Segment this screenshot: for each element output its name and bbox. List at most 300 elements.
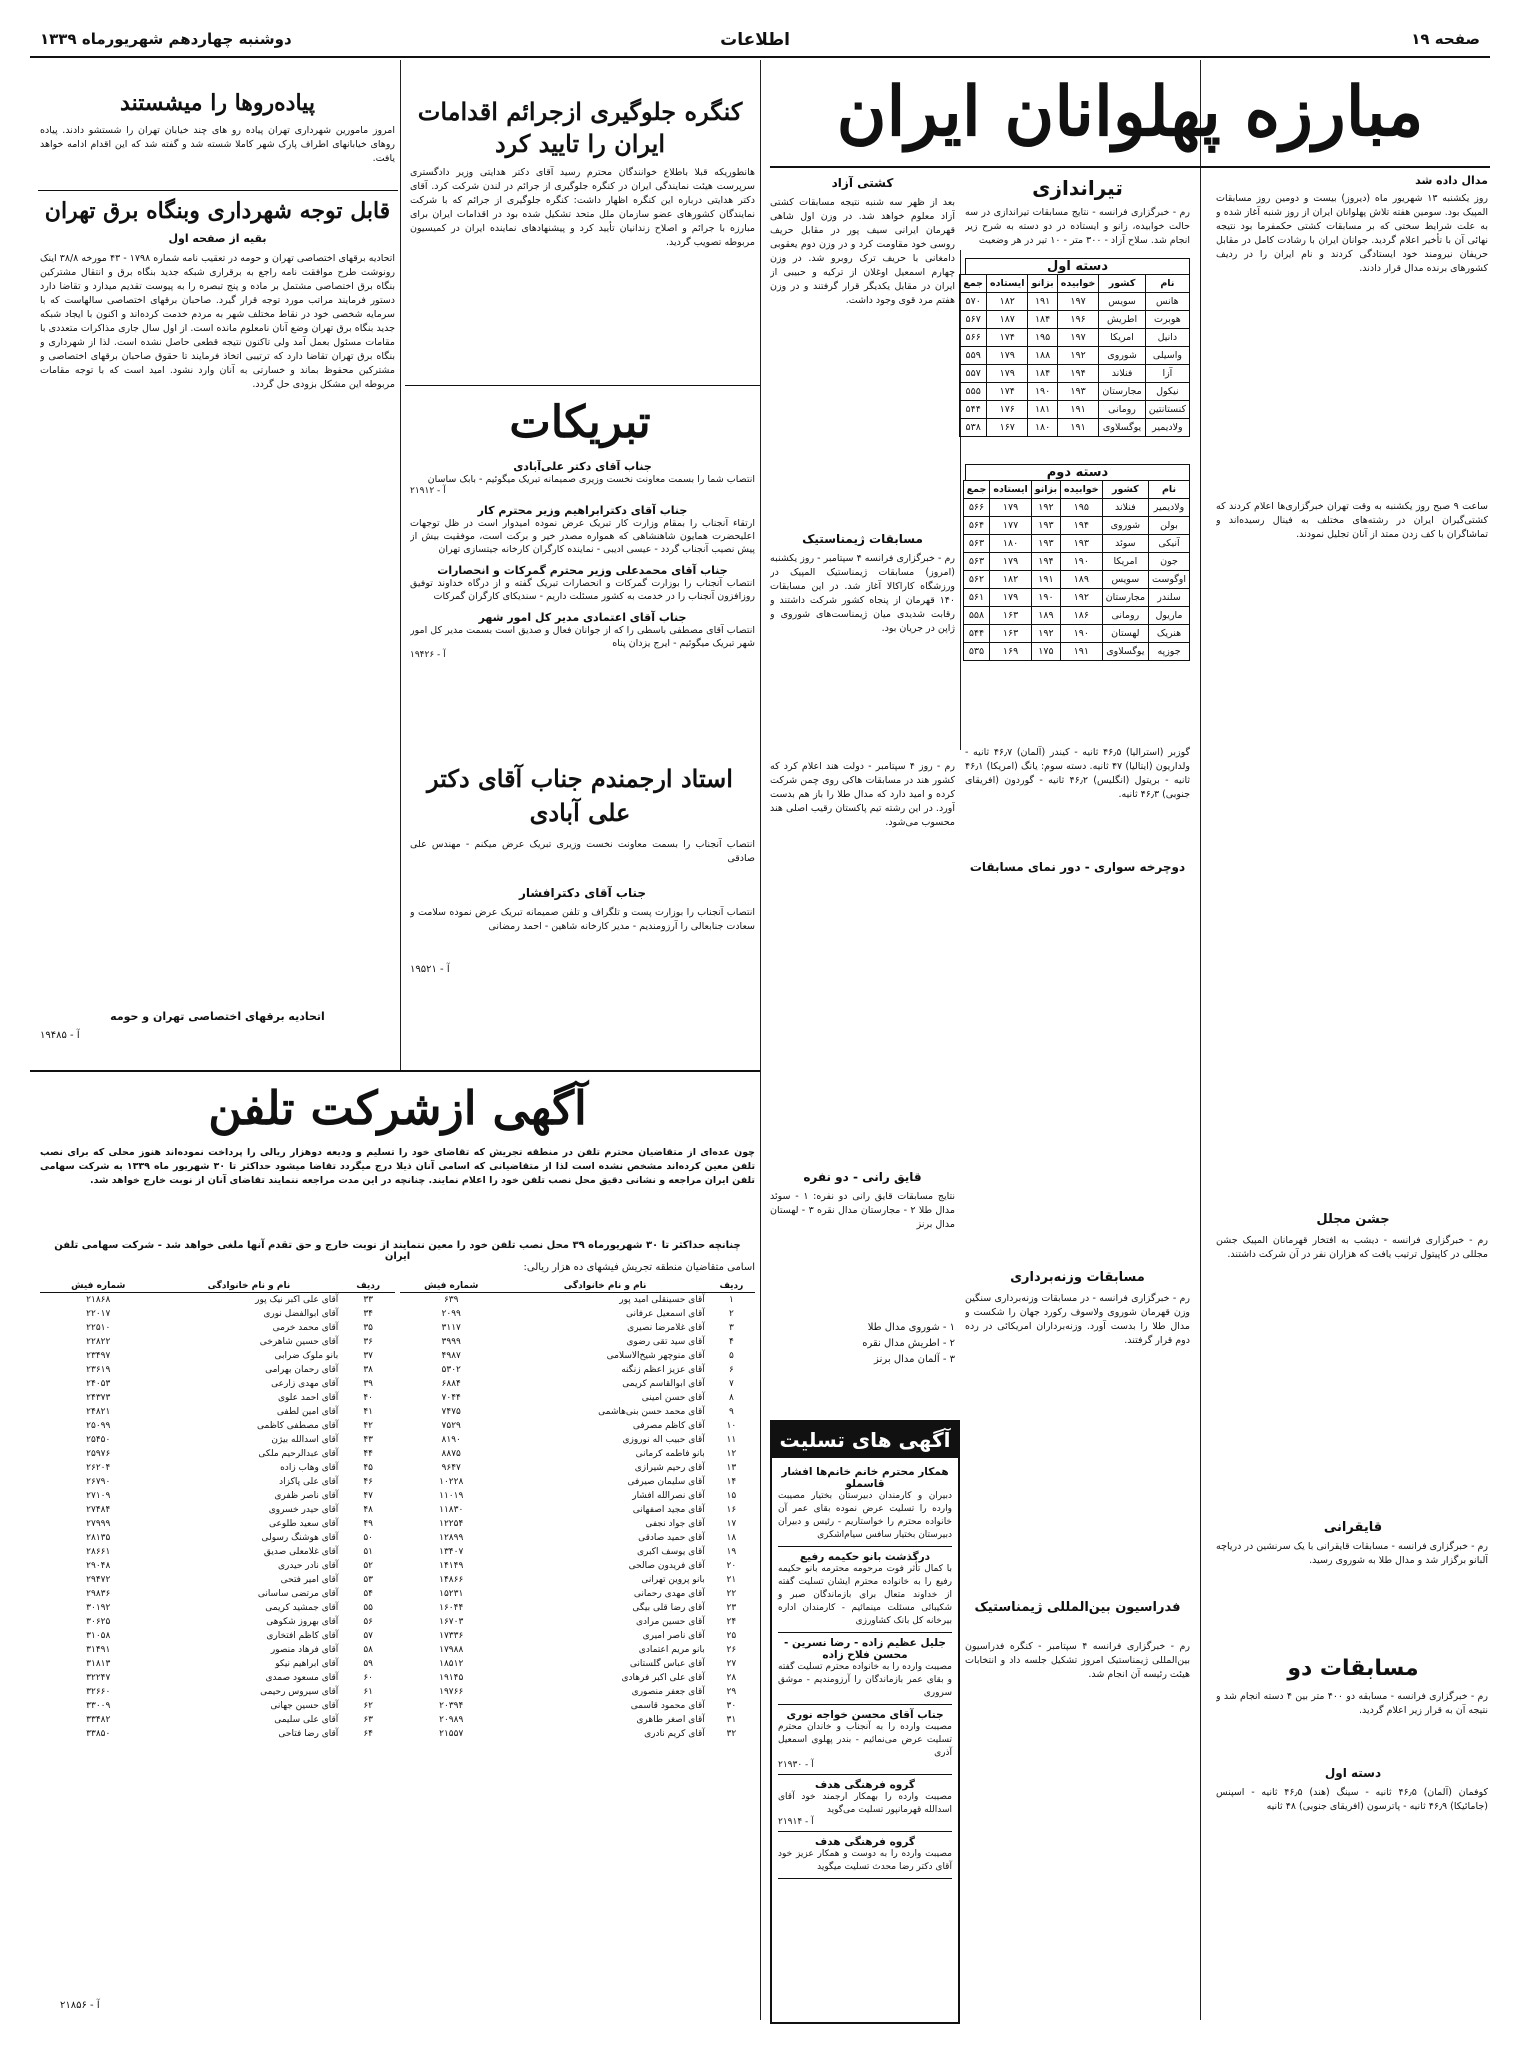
table-cell: ۱۹۳ bbox=[1057, 383, 1099, 401]
table-cell: ۴۵ bbox=[363, 1463, 373, 1473]
table-cell: ۵۷ bbox=[363, 1631, 373, 1641]
table-cell: آقای مصطفی کاظمی bbox=[257, 1421, 339, 1431]
gym-heading: مسابقات ژیمناستیک bbox=[802, 532, 923, 546]
condolence-item-head: جلیل عظیم زاده - رضا نسرین - محسن فلاح زاده bbox=[784, 1637, 946, 1661]
table-cell: ۲۹۴۷۲ bbox=[86, 1575, 111, 1585]
telephone-list-right bbox=[400, 1280, 755, 1741]
column-header: ردیف bbox=[708, 1280, 755, 1293]
table-cell: یوگسلاوی bbox=[1099, 419, 1145, 437]
table-cell: ۲۳ bbox=[726, 1603, 737, 1613]
table-cell: ۱۴۱۴۹ bbox=[439, 1561, 464, 1571]
table-cell: ۲۲۵۱۰ bbox=[86, 1323, 111, 1333]
table-cell: ۳۳۸۵۰ bbox=[86, 1729, 111, 1739]
table-cell: ۱۵۲۳۱ bbox=[439, 1589, 464, 1599]
column-header: خوابیده bbox=[1057, 275, 1099, 293]
table-cell: دانیل bbox=[1145, 329, 1189, 347]
table-cell: ۱۹۴ bbox=[1031, 553, 1060, 571]
table-cell: ۲۵۰۹۹ bbox=[86, 1421, 111, 1431]
congrats-item bbox=[410, 564, 755, 603]
table-cell: ۱۹۷ bbox=[1057, 293, 1099, 311]
table-cell: ۱۹۱۴۵ bbox=[439, 1673, 464, 1683]
table-row bbox=[963, 607, 1189, 625]
shooting-intro: رم - خبرگزاری فرانسه - نتایج مسابقات تیراندازی در سه حالت خوابیده، زانو و ایستاده در دو دسته به شرح زیر انجام شد. سلاح آزاد - ۳۰۰ متر - ۱۰ تیر در هر وضعیت bbox=[965, 207, 1190, 246]
condolence-item-head: همکار محترم خانم خانم‌ها افشار قاسملو bbox=[781, 1466, 949, 1490]
condolence-item bbox=[778, 1462, 952, 1547]
table-row bbox=[40, 1601, 395, 1615]
col-rule-4 bbox=[400, 60, 401, 1070]
shooting-heading: تیراندازی bbox=[1032, 176, 1123, 200]
table-cell: ۵۶۴ bbox=[963, 517, 990, 535]
table-row bbox=[40, 1629, 395, 1643]
gym-text: رم - خبرگزاری فرانسه ۴ سپتامبر - روز یکشنبه (امروز) مسابقات ژیمناستیک المپیک در ورزشگاه کاراکالا آغاز شد. در این مسابقات ۱۴۰ قهرمان از پنجاه کشور شرکت داشتند و رقابت شدیدی میان ژیمناست‌های شوروی و ژاپن در جریان بود. bbox=[770, 553, 955, 634]
congrats-last-code: آ - ۱۹۵۲۱ bbox=[410, 964, 450, 975]
table-cell: ۷ bbox=[728, 1379, 734, 1389]
table-cell: ۲۴ bbox=[726, 1617, 737, 1627]
shooting-table-1 bbox=[965, 258, 1190, 437]
result-line: ۱ - شوروی مدال طلا bbox=[867, 1322, 955, 1333]
congress-body: هانطوریکه قبلا باطلاع خوانندگان محترم رسید آقای دکتر هدایتی وزیر دادگستری سرپرست هیئت نمایندگی ایران در کنگره جلوگیری از جرائم در لندن شرکت کرد. آقای دکتر هدایتی درباره این کنگره اظهار داشت: کنگره جلوگیری از جرائم که با شرکت نمایندگان کشورهای عضو سازمان ملل متحد تشکیل شده بود در اقدامات ایران برای مبارزه با جرائم و اصلاح زندانیان تأیید کرد و پیشنهادهای نماینده ایران در کمیسیون مربوطه تصویب گردید. bbox=[410, 167, 755, 248]
table-cell: یوگسلاوی bbox=[1102, 643, 1148, 661]
table-cell: ۱۸۵۱۲ bbox=[439, 1659, 464, 1669]
power-body: اتحادیه برقهای اختصاصی تهران و حومه در تعقیب نامه شماره ۱۷۹۸ - ۴۳ مورخه ۳۸/۸ اینک رونوشت طرح موافقت نامه راجع به برقراری شبکه جدید بنگاه برق و انتقال مشترکین بنگاه برق اختصاصی مشتمل بر ماده و پنج تبصره را به پیوست تقدیم میدارد و تقاضا دارد دستور فرمایند مراتب مورد توجه قرار گیرد. صاحبان برقهای اختصاصی سالهاست که با سرمایه شخصی خود در نقاط مختلف شهر به مردم خدمت کرده‌اند و اکنون با ایجاد شبکه جدید بنگاه برق تهران وضع آنان نامعلوم مانده است. از اول سال جاری مذاکرات متعددی با مقامات مسئول بعمل آمد ولی تاکنون نتیجه قطعی حاصل نشده است. لذا از شهرداری و بنگاه برق تهران تقاضا دارد که ترتیبی اتخاذ فرمایند تا حقوق صاحبان برقهای اختصاصی و مشترکین محفوظ بماند و خسارتی به آنان وارد نشود. امید است که با توجه مقامات مربوطه این مشکل بزودی حل گردد. bbox=[40, 253, 395, 390]
table-cell: آقای عباس گلستانی bbox=[629, 1659, 705, 1669]
table-cell: مجارستان bbox=[1102, 589, 1148, 607]
table-cell: ۴۹۸۷ bbox=[441, 1351, 461, 1361]
athletics-group: دسته اول bbox=[1324, 1766, 1382, 1780]
table-row bbox=[400, 1307, 755, 1321]
table-row bbox=[963, 535, 1189, 553]
condolence-item bbox=[778, 1832, 952, 1879]
rowing-text: رم - خبرگزاری فرانسه - مسابقات قایقرانی با یک سرنشین در دریاچه آلبانو برگزار شد و مدال طلا به شوروی رسید. bbox=[1216, 1541, 1488, 1566]
table-row bbox=[960, 365, 1190, 383]
table-row bbox=[400, 1573, 755, 1587]
congress-rule bbox=[405, 385, 760, 386]
boating-text: نتایج مسابقات قایق رانی دو نفره: ۱ - سوئد مدال طلا ۲ - مجارستان مدال نقره ۳ - لهستان مدال برنز bbox=[770, 1191, 955, 1230]
table-cell: آقای اسدالله بیژن bbox=[271, 1435, 339, 1445]
table-cell: ۲۰ bbox=[726, 1561, 737, 1571]
issue-date: دوشنبه چهاردهم شهریورماه ۱۳۳۹ bbox=[40, 30, 292, 48]
table-row bbox=[40, 1615, 395, 1629]
table-cell: ۱۹۴ bbox=[1061, 517, 1103, 535]
sidewalks-body: امروز مامورین شهرداری تهران پیاده رو های چند خیابان تهران را شستشو دادند. پیاده روهای خیابانهای اطراف پارک شهر کاملا شسته شد و گفته شد که این اقدام ادامه خواهد یافت. bbox=[40, 125, 395, 164]
table-cell: ۷۰۴۴ bbox=[441, 1393, 461, 1403]
table-row bbox=[40, 1447, 395, 1461]
table-cell: آقای جمشید کریمی bbox=[265, 1603, 339, 1613]
cycling-heading: دوچرخه سواری - دور نمای مسابقات bbox=[969, 860, 1186, 874]
table-row bbox=[40, 1475, 395, 1489]
table-row bbox=[400, 1629, 755, 1643]
table-cell: ۱۸۸ bbox=[1028, 347, 1057, 365]
table-cell: آقای مهدی زارعی bbox=[271, 1379, 339, 1389]
table-cell: ۵۱ bbox=[363, 1547, 373, 1557]
table-cell: ۱۹۱ bbox=[1057, 419, 1099, 437]
table-cell: واسیلی bbox=[1145, 347, 1189, 365]
table-cell: ۵۴ bbox=[363, 1589, 373, 1599]
congrats-list bbox=[410, 460, 755, 750]
table-cell: ۵۲ bbox=[363, 1561, 373, 1571]
table-cell: سلندر bbox=[1149, 589, 1190, 607]
condolence-item bbox=[778, 1633, 952, 1705]
table-cell: آقای حسینقلی امید پور bbox=[619, 1295, 705, 1305]
table-cell: شوروی bbox=[1099, 347, 1145, 365]
table-row bbox=[400, 1601, 755, 1615]
condolence-item-head: درگذشت بانو حکیمه رفیع bbox=[799, 1551, 931, 1563]
table-cell: ۱۸۴ bbox=[1028, 365, 1057, 383]
table-cell: امریکا bbox=[1099, 329, 1145, 347]
table-row bbox=[400, 1615, 755, 1629]
athletics-results: کوفمان (آلمان) ۴۶٫۵ ثانیه - سینگ (هند) ۴۶٫۵ ثانیه - اسپنس (جامائیکا) ۴۶٫۹ ثانیه - پاترسون (افریقای جنوبی) ۴۸ ثانیه bbox=[1216, 1787, 1488, 1812]
table-cell: ولادیمیر bbox=[1145, 419, 1189, 437]
table-cell: ۱۹۷۶۶ bbox=[439, 1687, 464, 1697]
table-cell: بانو فاطمه کرمانی bbox=[635, 1449, 705, 1459]
table-cell: ۳۱۴۹۱ bbox=[86, 1645, 111, 1655]
table-cell: ۲۰۹۸۹ bbox=[439, 1715, 464, 1725]
table-cell: ۲۶۷۹۰ bbox=[86, 1477, 111, 1487]
table-cell: شوروی bbox=[1102, 517, 1148, 535]
table-cell: ۱۷۹ bbox=[990, 589, 1031, 607]
table-cell: ۳۱۱۷ bbox=[441, 1323, 461, 1333]
table-cell: ۳۰۶۲۵ bbox=[86, 1617, 111, 1627]
table-row bbox=[40, 1391, 395, 1405]
table-cell: ۱۹۵ bbox=[1028, 329, 1057, 347]
table-row bbox=[40, 1419, 395, 1433]
table-row bbox=[400, 1321, 755, 1335]
table-cell: ۵۵۷ bbox=[960, 365, 987, 383]
shooting-results-1 bbox=[959, 274, 1190, 437]
table-cell: ۲۳۶۱۹ bbox=[86, 1365, 111, 1375]
shooting-results-2 bbox=[963, 480, 1190, 661]
table-cell: آقای حسن امینی bbox=[641, 1393, 705, 1403]
table-cell: ۱۹۱ bbox=[1061, 643, 1103, 661]
table-cell: ۱۹۵ bbox=[1061, 499, 1103, 517]
table-cell: ۱۴ bbox=[726, 1477, 737, 1487]
table-cell: ۵۳۵ bbox=[963, 643, 990, 661]
condolence-item-code: آ - ۲۱۹۱۴ bbox=[778, 1817, 814, 1827]
table-cell: ۳۴ bbox=[363, 1309, 373, 1319]
table-cell: آقای عزیز اعظم زنگنه bbox=[621, 1365, 705, 1375]
table-cell: ۲۲ bbox=[726, 1589, 737, 1599]
table-cell: ۳۲ bbox=[726, 1729, 737, 1739]
table-cell: ۵۹ bbox=[363, 1659, 373, 1669]
table-cell: ۱۹۲ bbox=[1031, 625, 1060, 643]
table-cell: اوگوست bbox=[1149, 571, 1190, 589]
table-cell: ۴۳ bbox=[363, 1435, 373, 1445]
table-cell: ۳۰ bbox=[726, 1701, 737, 1711]
table-row bbox=[960, 419, 1190, 437]
wrestling-body-2: ساعت ۹ صبح روز یکشنبه به وقت تهران خبرگزاری‌ها اعلام کردند که کشتی‌گیران ایران در رشته‌های مختلف به فینال رسیده‌اند و تماشاگران با کف زدن ممتد از آنان تجلیل نمودند. bbox=[1216, 501, 1488, 540]
table-cell: آقای کاظم افتخاری bbox=[266, 1631, 339, 1641]
table-row bbox=[400, 1461, 755, 1475]
column-header: نام و نام خانوادگی bbox=[157, 1280, 342, 1293]
table-cell: آقای علی اکبر نیک پور bbox=[255, 1295, 339, 1305]
table-row bbox=[40, 1377, 395, 1391]
table-cell: کنستانتین bbox=[1145, 401, 1189, 419]
lifting-text: رم - خبرگزاری فرانسه - در مسابقات وزنه‌برداری سنگین وزن قهرمان شوروی ولاسوف رکورد جهان را شکست و مدال طلا را بدست آورد. وزنه‌برداران امریکائی در رده دوم قرار گرفتند. bbox=[965, 1293, 1190, 1346]
table-row bbox=[40, 1545, 395, 1559]
table-row bbox=[40, 1405, 395, 1419]
table-cell: ۱۸۶ bbox=[1061, 607, 1103, 625]
table-cell: آقای احمد علوی bbox=[277, 1393, 339, 1403]
column-header: شماره فیش bbox=[400, 1280, 502, 1293]
table-row bbox=[40, 1335, 395, 1349]
wrestling-headline: مبارزه پهلوانان ایران bbox=[836, 72, 1424, 152]
table-cell: آقای نصرالله افشار bbox=[632, 1491, 705, 1501]
table-cell: ۱۷۷ bbox=[990, 517, 1031, 535]
table-cell: ۵۶۶ bbox=[960, 329, 987, 347]
table-cell: آقای علی پاکزاد bbox=[279, 1477, 339, 1487]
table-row bbox=[400, 1713, 755, 1727]
table-cell: ۷۴۷۵ bbox=[441, 1407, 461, 1417]
table-cell: ۱۷۴ bbox=[987, 329, 1028, 347]
table-cell: ۵۶ bbox=[363, 1617, 373, 1627]
table-cell: امریکا bbox=[1102, 553, 1148, 571]
congrats-item-code: آ - ۱۹۴۲۶ bbox=[410, 650, 446, 660]
table-cell: ۱۳۴۰۷ bbox=[439, 1547, 464, 1557]
congrats-headline: تبریکات bbox=[509, 397, 651, 448]
table-cell: ۲۹۰۴۸ bbox=[86, 1561, 111, 1571]
column-header: نام و نام خانوادگی bbox=[502, 1280, 707, 1293]
telephone-body: چون عده‌ای از متقاضیان محترم تلفن در منطقه تجریش که تقاضای خود را تسلیم و ودیعه دوهزار ریالی را پرداخت نموده‌اند هنوز محلی که برای نصب تلفن معین کرده‌اند مشخص نشده است لذا از متقاضیانی که اسامی آنان ذیلا درج میگردد تقاضا میشود حداکثر تا ۳۰ شهریور ماه ۱۳۳۹ به شرکت سهامی تلفن ایران مراجعه و نشانی دقیق محل نصب تلفن خود را اعلام نمایند. چنانچه در این مدت مراجعه ننمایند تقاضای آنان از نوبت خارج خواهد شد. bbox=[40, 1147, 755, 1186]
table-cell: ۲۲۸۲۲ bbox=[86, 1337, 111, 1347]
table-cell: ۲۱۵۵۷ bbox=[439, 1729, 464, 1739]
telephone-table-intro: اسامی متقاضیان منطقه تجریش فیشهای ده هزار ریالی: bbox=[523, 1262, 755, 1273]
result-line: ۳ - آلمان مدال برنز bbox=[874, 1354, 955, 1365]
table-cell: رومانی bbox=[1099, 401, 1145, 419]
table-row bbox=[960, 293, 1190, 311]
table-cell: ۱۷ bbox=[726, 1519, 737, 1529]
table-cell: ۱۹۲ bbox=[1061, 589, 1103, 607]
table-cell: آقای سیروس رحیمی bbox=[260, 1687, 339, 1697]
table-row bbox=[960, 347, 1190, 365]
table-cell: ۱۸۹ bbox=[1031, 607, 1060, 625]
power-code: آ - ۱۹۴۸۵ bbox=[40, 1030, 80, 1041]
table-cell: ۶۲ bbox=[363, 1701, 373, 1711]
celebration-heading: جشن مجلل bbox=[1316, 1212, 1390, 1227]
table-row bbox=[400, 1405, 755, 1419]
table-cell: ۱۲۲۵۴ bbox=[439, 1519, 464, 1529]
group-2-title: دسته دوم bbox=[965, 464, 1190, 480]
cycling-text: گوزبر (استرالیا) ۴۶٫۵ ثانیه - کیندر (آلمان) ۴۶٫۷ ثانیه - ولداریون (ایتالیا) ۴۷ ثانیه. دسته سوم: یانگ (امریکا) ۴۶٫۱ ثانیه - بریتول (انگلیس) ۴۶٫۲ ثانیه - گوردون (افریقای جنوبی) ۴۶٫۳ ثانیه. bbox=[965, 747, 1190, 800]
table-cell: ۵۳۰۲ bbox=[441, 1365, 461, 1375]
table-cell: ۵۴۴ bbox=[960, 401, 987, 419]
table-cell: فنلاند bbox=[1099, 365, 1145, 383]
table-cell: ۱۷۹ bbox=[990, 553, 1031, 571]
table-cell: ۱۱۸۳۰ bbox=[439, 1505, 464, 1515]
table-cell: ۲ bbox=[728, 1309, 734, 1319]
table-cell: ۳۱ bbox=[726, 1715, 737, 1725]
table-row bbox=[40, 1657, 395, 1671]
column-header: ایستاده bbox=[990, 481, 1031, 499]
table-cell: ۱۱ bbox=[726, 1435, 737, 1445]
table-row bbox=[400, 1489, 755, 1503]
table-row bbox=[963, 571, 1189, 589]
condolence-item-text: مصیبت وارده را بهمکار ارجمند خود آقای اسدالله قهرمانپور تسلیت می‌گوید bbox=[778, 1792, 952, 1815]
table-cell: ۵۵۹ bbox=[960, 347, 987, 365]
table-row bbox=[40, 1587, 395, 1601]
table-cell: ۱۶۹ bbox=[990, 643, 1031, 661]
table-row bbox=[400, 1531, 755, 1545]
table-row bbox=[400, 1377, 755, 1391]
table-cell: ۲۷۹۹۹ bbox=[86, 1519, 111, 1529]
table-cell: ۶۸۸۴ bbox=[441, 1379, 461, 1389]
table-row bbox=[40, 1531, 395, 1545]
table-cell: ۵۶۳ bbox=[963, 535, 990, 553]
page-header bbox=[30, 28, 1490, 54]
table-cell: ۶۳۹ bbox=[443, 1295, 459, 1305]
table-cell: ۱۶۰۴۴ bbox=[439, 1603, 464, 1613]
table-cell: ۱۶۳ bbox=[990, 607, 1031, 625]
table-cell: ۲۸ bbox=[726, 1673, 737, 1683]
table-cell: ۱۷۹ bbox=[987, 365, 1028, 383]
table-cell: ۳۲۲۴۷ bbox=[86, 1673, 111, 1683]
table-cell: ۳۲۶۶۰ bbox=[86, 1687, 111, 1697]
column-header: جمع bbox=[960, 275, 987, 293]
table-cell: ۲۰۹۹ bbox=[441, 1309, 461, 1319]
table-cell: ۱۸۰ bbox=[1028, 419, 1057, 437]
table-cell: ۱۱۰۱۹ bbox=[439, 1491, 464, 1501]
table-cell: ۱۹۰ bbox=[1061, 553, 1103, 571]
table-cell: ۲۷ bbox=[726, 1659, 737, 1669]
table-cell: ۲۵۹۷۶ bbox=[86, 1449, 111, 1459]
table-cell: آقای ابوالفضل نوری bbox=[263, 1309, 339, 1319]
table-cell: ۱۸۹ bbox=[1061, 571, 1103, 589]
table-cell: رومانی bbox=[1102, 607, 1148, 625]
table-cell: آزا bbox=[1145, 365, 1189, 383]
federation-heading: فدراسیون بین‌المللی ژیمناستیک bbox=[974, 1600, 1181, 1615]
table-cell: ۲۷۴۸۴ bbox=[86, 1505, 111, 1515]
table-cell: بانو پروین تهرانی bbox=[641, 1575, 705, 1585]
power-headline: قابل توجه شهرداری وبنگاه برق تهران bbox=[44, 198, 391, 224]
condolences-title: آگهی های تسلیت bbox=[772, 1422, 958, 1458]
table-cell: ۴۶ bbox=[363, 1477, 373, 1487]
table-cell: آقای سعید طلوعی bbox=[268, 1519, 339, 1529]
table-row bbox=[400, 1559, 755, 1573]
newspaper-name: اطلاعات bbox=[720, 30, 790, 50]
table-cell: ۵ bbox=[728, 1351, 734, 1361]
table-cell: آقای غلامرضا نصیری bbox=[627, 1323, 705, 1333]
table-cell: ۵۶۲ bbox=[963, 571, 990, 589]
wrestling-body-1: روز یکشنبه ۱۳ شهریور ماه (دیروز) بیست و دومین روز مسابقات المپیک بود. سومین هفته تلاش پهلوانان ایران از روز شنبه آغاز شده و به علت شرایط سختی که بر مسابقات کشتی حکمفرما بود نتیجه نهائی آن با تأخیر اعلام گردید. جوانان ایران با رشادت کامل در مقابل حریفان نیرومند خود ایستادگی کردند و نام ایران را در ردیف کشورهای برنده مدال قرار دادند. bbox=[1216, 193, 1488, 274]
table-cell: آقای عبدالرحیم ملکی bbox=[258, 1449, 339, 1459]
congrats-item-head: جناب آقای اعتمادی مدیر کل امور شهر bbox=[478, 611, 687, 624]
table-cell: آقای مرتضی ساسانی bbox=[257, 1589, 339, 1599]
table-cell: ۶۱ bbox=[363, 1687, 373, 1697]
table-cell: ۳ bbox=[728, 1323, 734, 1333]
table-row bbox=[400, 1419, 755, 1433]
column-header: بزانو bbox=[1028, 275, 1057, 293]
column-header: بزانو bbox=[1031, 481, 1060, 499]
table-row bbox=[960, 401, 1190, 419]
table-cell: آقای رحیم شیرازی bbox=[634, 1463, 705, 1473]
telephone-footer-code: آ - ۲۱۸۵۶ bbox=[60, 2000, 100, 2011]
congrats-big-text: انتصاب آنجناب را بسمت معاونت نخست وزیری تبریک عرض میکنم - مهندس علی صادقی bbox=[410, 839, 755, 864]
table-cell: آقای ناصر ظفری bbox=[274, 1491, 339, 1501]
table-cell: ۲۶۲۰۴ bbox=[86, 1463, 111, 1473]
table-cell: ۱۹۳ bbox=[1031, 535, 1060, 553]
table-row bbox=[40, 1713, 395, 1727]
table-cell: آقای محمد خرمی bbox=[272, 1323, 339, 1333]
column-header: کشور bbox=[1102, 481, 1148, 499]
table-cell: ولادیمیر bbox=[1149, 499, 1190, 517]
table-cell: آقای حیدر خسروی bbox=[268, 1505, 339, 1515]
table-cell: ۴۹ bbox=[363, 1519, 373, 1529]
table-cell: ماریول bbox=[1149, 607, 1190, 625]
congrats-item-text: انتصاب آنجناب را بوزارت گمرکات و انحصارات تبریک گفته و از درگاه خداوند توفیق روزافزون آنجناب را در خدمت به کشور مسئلت داریم - سندیکای کارگران گمرکات bbox=[410, 578, 755, 602]
table-cell: ۱۷۹ bbox=[987, 347, 1028, 365]
table-cell: آقای حبیب اله نوروزی bbox=[622, 1435, 705, 1445]
table-cell: ۹۶۴۷ bbox=[441, 1463, 461, 1473]
table-row bbox=[963, 625, 1189, 643]
lifting-heading: مسابقات وزنه‌برداری bbox=[1010, 1270, 1145, 1285]
page-number: صفحه ۱۹ bbox=[1411, 30, 1480, 48]
table-cell: آقای حسین شاهرخی bbox=[259, 1337, 339, 1347]
table-cell: آقای کریم نادری bbox=[644, 1729, 705, 1739]
table-cell: ۸۸۷۵ bbox=[441, 1449, 461, 1459]
table-cell: ۱۵ bbox=[726, 1491, 737, 1501]
table-cell: ۱۲ bbox=[726, 1449, 737, 1459]
table-cell: آقای جواد نجفی bbox=[645, 1519, 705, 1529]
group-1-title: دسته اول bbox=[965, 258, 1190, 274]
table-cell: ۲۱۸۶۸ bbox=[86, 1295, 111, 1305]
table-cell: ۵۵۸ bbox=[963, 607, 990, 625]
table-row bbox=[40, 1727, 395, 1741]
table-cell: ۱۹۱ bbox=[1031, 571, 1060, 589]
table-cell: آقای حسین مرادی bbox=[635, 1617, 705, 1627]
condolence-item bbox=[778, 1705, 952, 1775]
table-cell: ۵۸ bbox=[363, 1645, 373, 1655]
table-row bbox=[400, 1517, 755, 1531]
table-cell: آقای حسین جهانی bbox=[270, 1701, 339, 1711]
table-cell: ۱۹۲ bbox=[1031, 499, 1060, 517]
table-cell: آقای علی سلیمی bbox=[274, 1715, 339, 1725]
condolence-item-text: مصیبت وارده را به دوست و همکار عزیز خود آقای دکتر رضا محدث تسلیت میگوید bbox=[778, 1849, 952, 1872]
table-cell: ۱۹۰ bbox=[1028, 383, 1057, 401]
table-row bbox=[40, 1363, 395, 1377]
condolence-list bbox=[772, 1458, 958, 1883]
column-header: ردیف bbox=[341, 1280, 395, 1293]
congrats-item-text: ارتقاء آنجناب را بمقام وزارت کار تبریک عرض نموده امیدوار است در ظل توجهات اعلیحضرت همایون شاهنشاهی که همواره مصدر خیر و برکت است، موفقیت بیش از پیش نصیب آنجناب گردد - عیسی ادیبی - نماینده کارگران کارخانه جیتسازی تهران bbox=[410, 518, 755, 555]
table-cell: آقای امیر فتحی bbox=[280, 1575, 339, 1585]
table-cell: آقای رضا فتاحی bbox=[278, 1729, 339, 1739]
table-cell: ۱۴۸۶۶ bbox=[439, 1575, 464, 1585]
table-cell: ۵۶۶ bbox=[963, 499, 990, 517]
table-cell: آقای مسعود صمدی bbox=[265, 1673, 339, 1683]
table-cell: ۲۱ bbox=[726, 1575, 737, 1585]
column-header: خوابیده bbox=[1061, 481, 1103, 499]
table-cell: آقای بهروز شکوهی bbox=[266, 1617, 339, 1627]
table-cell: ۳۳۰۰۹ bbox=[86, 1701, 111, 1711]
table-cell: ۱۷۹ bbox=[990, 499, 1031, 517]
table-cell: آقای ابراهیم نیکو bbox=[275, 1659, 339, 1669]
table-cell: ۱۹۰ bbox=[1031, 589, 1060, 607]
table-cell: ۵۵ bbox=[363, 1603, 373, 1613]
table-cell: ۲۹ bbox=[726, 1687, 737, 1697]
table-cell: ۱۶۷۰۳ bbox=[439, 1617, 464, 1627]
table-cell: آقای وهاب زاده bbox=[280, 1463, 339, 1473]
olympics-body: رم - روز ۴ سپتامبر - دولت هند اعلام کرد که کشور هند در مسابقات هاکی روی چمن شرکت کرده و امید دارد که مدال طلا را باز هم بدست آورد. در این رشته تیم پاکستان رقیب اصلی هند محسوب می‌شود. bbox=[770, 761, 955, 828]
table-cell: آقای رحمان بهرامی bbox=[265, 1365, 339, 1375]
table-row bbox=[960, 311, 1190, 329]
power-subtitle: بقیه از صفحه اول bbox=[168, 232, 267, 245]
column-header: ایستاده bbox=[987, 275, 1028, 293]
table-cell: ۳۰۱۹۲ bbox=[86, 1603, 111, 1613]
column-header: کشور bbox=[1099, 275, 1145, 293]
table-cell: ۹ bbox=[728, 1407, 734, 1417]
table-cell: ۱۰ bbox=[726, 1421, 737, 1431]
table-cell: ۲۸۱۳۵ bbox=[86, 1533, 111, 1543]
table-cell: ۱۹۳ bbox=[1061, 535, 1103, 553]
table-row bbox=[40, 1517, 395, 1531]
